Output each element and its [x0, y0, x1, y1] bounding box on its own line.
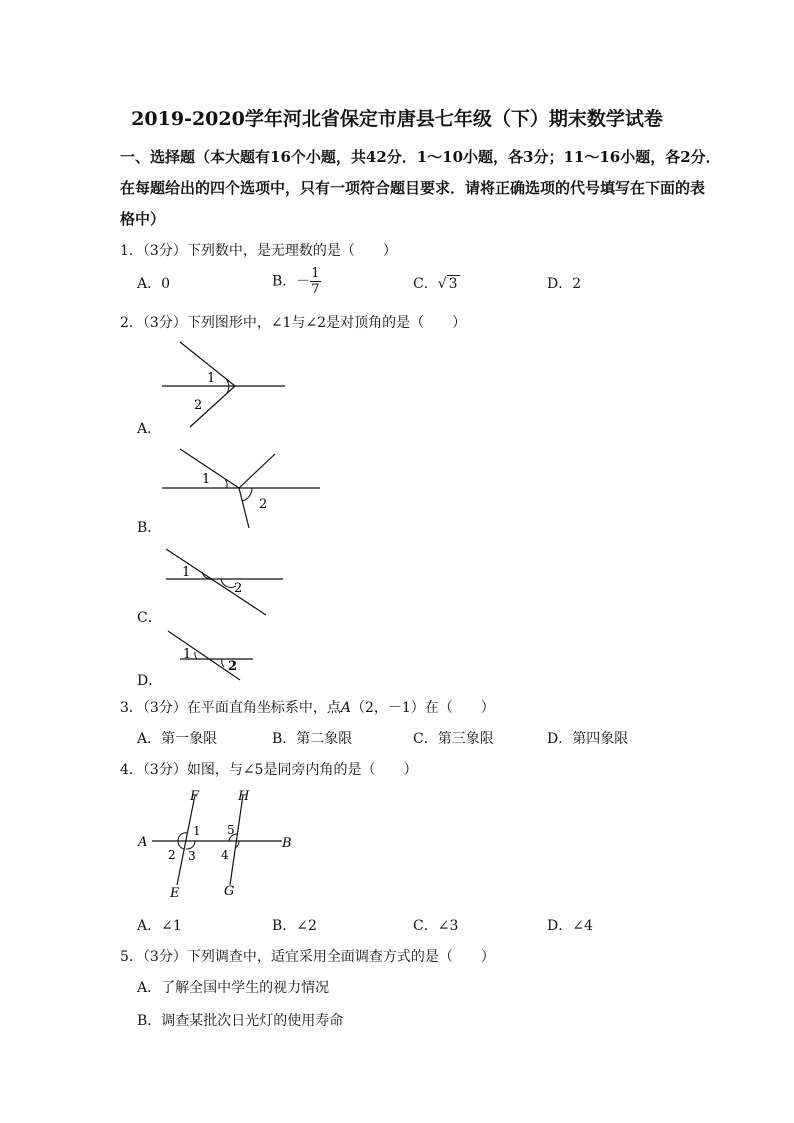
fraction-numerator: 1: [311, 266, 320, 281]
point-label-F: F: [190, 789, 200, 804]
question-1-option-d: D．2: [547, 276, 582, 292]
question-2-option-c: C．: [137, 610, 162, 626]
question-5-stem: 5．（3分）下列调查中，适宜采用全面调查方式的是（ ）: [120, 949, 495, 965]
section-heading-line2: 在每题给出的四个选项中，只有一项符合题目要求．请将正确选项的代号填写在下面的表: [120, 179, 706, 197]
fraction: [310, 266, 320, 297]
point-label-B: B: [282, 836, 292, 851]
angle-label-4: 4: [221, 848, 229, 862]
question-4-stem: 4．（3分）如图，与∠5是同旁内角的是（ ）: [120, 762, 418, 778]
angle-label-1: 1: [193, 824, 201, 838]
point-label-H: H: [238, 789, 250, 804]
question-4-option-a: A．∠1: [137, 918, 182, 934]
option-b-prefix: B．－: [272, 273, 311, 290]
question-1-option-b: [272, 266, 321, 297]
angle-label-2: 2: [234, 581, 243, 596]
angle-label-1: 1: [182, 565, 191, 580]
question-1-option-a: A．0: [137, 276, 171, 292]
question-2-figure-c: [150, 545, 300, 620]
question-5-option-b: B．调查某批次日光灯的使用寿命: [137, 1013, 344, 1029]
angle-label-1: 1: [183, 647, 192, 662]
question-2-figure-a: [150, 335, 330, 435]
angle-label-1: 1: [202, 472, 211, 487]
question-1-stem: 1．（3分）下列数中，是无理数的是（ ）: [120, 243, 397, 259]
question-2-option-a: A．: [137, 421, 162, 437]
page-title: 2019-2020学年河北省保定市唐县七年级（下）期末数学试卷: [131, 108, 663, 130]
question-3-stem-post: （2，－1）在（ ）: [350, 700, 495, 716]
point-label-E: E: [170, 886, 180, 901]
sqrt-icon: √: [437, 276, 447, 292]
question-2-stem: 2．（3分）下列图形中，∠1与∠2是对顶角的是（ ）: [120, 315, 467, 331]
angle-label-3: 3: [188, 849, 196, 863]
angle-label-1: 1: [207, 371, 216, 386]
radicand: 3: [448, 276, 458, 292]
angle-label-2: 2: [194, 398, 203, 413]
question-3-option-a: A．第一象限: [137, 731, 218, 747]
angle-label-2: 2: [228, 659, 238, 674]
section-heading-line3: 格中）: [120, 210, 166, 228]
question-4-option-d: D．∠4: [547, 918, 593, 934]
point-name: A: [340, 700, 351, 716]
question-2-figure-d: [150, 627, 270, 685]
question-2-figure-b: [150, 445, 330, 530]
question-4-option-c: C．∠3: [413, 918, 459, 934]
question-2-option-b: B．: [137, 520, 162, 536]
section-heading-line1: 一、选择题（本大题有16个小题，共42分．1～10小题，各3分；11～16小题，各2分．: [120, 148, 721, 166]
question-3-stem-pre: 3．（3分）在平面直角坐标系中，点: [120, 700, 341, 716]
question-3-option-d: D．第四象限: [547, 731, 629, 747]
point-label-G: G: [224, 884, 235, 899]
angle-label-2: 2: [259, 497, 268, 512]
question-3-stem: [120, 697, 495, 717]
question-4-figure: [132, 785, 307, 905]
question-3-option-c: C．第三象限: [413, 731, 494, 747]
angle-label-2: 2: [168, 848, 176, 862]
angle-label-5: 5: [227, 823, 235, 837]
question-1-option-c: [413, 273, 460, 293]
question-3-option-b: B．第二象限: [272, 731, 353, 747]
question-2-option-d: D．: [137, 673, 163, 689]
question-4-option-b: B．∠2: [272, 918, 317, 934]
point-label-A: A: [138, 835, 148, 850]
question-5-option-a: A．了解全国中学生的视力情况: [137, 980, 330, 996]
fraction-denominator: 7: [311, 282, 320, 297]
option-c-prefix: C．: [413, 276, 438, 292]
